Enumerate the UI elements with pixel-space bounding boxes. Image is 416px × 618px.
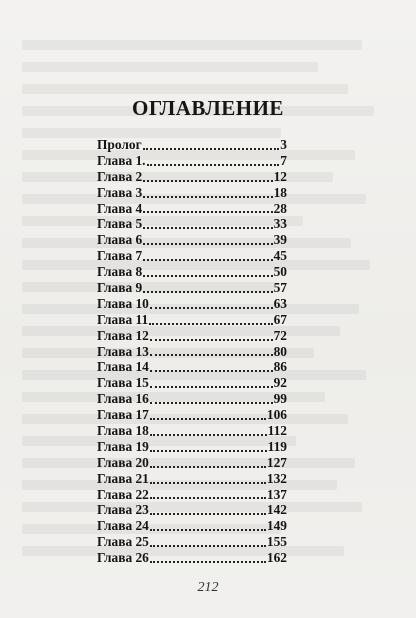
dot-leader: [143, 291, 272, 293]
toc-title: ОГЛАВЛЕНИЕ: [132, 96, 284, 120]
toc-entry-label: Глава 10: [97, 295, 149, 311]
toc-entry-label: Глава 20: [97, 454, 149, 470]
toc-entry: [97, 423, 287, 439]
dot-leader: [150, 307, 273, 309]
dot-leader: [150, 529, 266, 531]
toc-entry: [97, 328, 287, 344]
toc-entry: [97, 344, 287, 360]
toc-entry-label: Глава 7: [97, 248, 143, 264]
dot-leader: [150, 434, 267, 436]
toc-entry: [97, 153, 287, 169]
toc-entry-page: 99: [273, 391, 287, 407]
toc-entry-label: Глава 9: [97, 280, 143, 296]
toc-entry-label: Глава 8: [97, 264, 143, 280]
toc-entry-label: Глава 17: [97, 407, 149, 423]
toc-entry-page: 92: [273, 375, 287, 391]
toc-entry: [97, 502, 287, 518]
toc-entry-page: 18: [273, 184, 287, 200]
toc-entry-page: 7: [280, 152, 287, 168]
toc-entry: [97, 471, 287, 487]
toc-entry-label: Глава 5: [97, 216, 143, 232]
toc-entry: [97, 185, 287, 201]
toc-entry: [97, 487, 287, 503]
toc-entry-page: 50: [273, 264, 287, 280]
toc-entry-label: Глава 1.: [97, 152, 146, 168]
toc-entry-page: 142: [266, 502, 287, 518]
toc-entry: [97, 312, 287, 328]
toc-entry: [97, 296, 287, 312]
toc-entry-page: 67: [273, 311, 287, 327]
dot-leader: [150, 339, 273, 341]
toc-entry-page: 28: [273, 200, 287, 216]
toc-entry: [97, 455, 287, 471]
toc-entry: [97, 407, 287, 423]
toc-entry: [97, 232, 287, 248]
dot-leader: [147, 164, 280, 166]
toc-entry-label: Глава 2: [97, 168, 143, 184]
toc-entry-label: Глава 23: [97, 502, 149, 518]
toc-entry-page: 127: [266, 454, 287, 470]
dot-leader: [143, 196, 272, 198]
toc-entry: [97, 550, 287, 566]
dot-leader: [150, 561, 266, 563]
toc-entry-label: Глава 26: [97, 550, 149, 566]
toc-entry-label: Глава 4: [97, 200, 143, 216]
dot-leader: [143, 227, 272, 229]
dot-leader: [150, 402, 273, 404]
toc-entry-label: Глава 6: [97, 232, 143, 248]
toc-entry-label: Глава 18: [97, 423, 149, 439]
toc-entry-page: 137: [266, 486, 287, 502]
toc-entry: [97, 169, 287, 185]
toc-entry-page: 112: [267, 423, 287, 439]
toc-entry-label: Глава 19: [97, 438, 149, 454]
dot-leader: [143, 211, 272, 213]
toc-entry-page: 155: [266, 534, 287, 550]
toc-entry-page: 3: [280, 137, 287, 152]
dot-leader: [150, 386, 273, 388]
toc-entry-page: 162: [266, 550, 287, 566]
toc-entry-page: 149: [266, 518, 287, 534]
toc-entry-page: 132: [266, 470, 287, 486]
toc-entry-page: 63: [273, 295, 287, 311]
toc-entry-page: 12: [273, 168, 287, 184]
toc-entry: [97, 534, 287, 550]
toc-entry-label: Глава 22: [97, 486, 149, 502]
toc-entry-label: Глава 11: [97, 311, 149, 327]
dot-leader: [150, 370, 273, 372]
toc-entry: [97, 375, 287, 391]
dot-leader: [143, 180, 272, 182]
dot-leader: [150, 466, 266, 468]
toc-entry-label: Глава 16: [97, 391, 149, 407]
toc-entry: [97, 359, 287, 375]
toc-entry-label: Глава 12: [97, 327, 149, 343]
page-number: 212: [197, 580, 219, 595]
dot-leader: [143, 243, 272, 245]
dot-leader: [143, 275, 272, 277]
toc-entry: [97, 201, 287, 217]
toc-entry-page: 119: [267, 438, 287, 454]
dot-leader: [149, 323, 272, 325]
dot-leader: [150, 545, 266, 547]
toc-entry-label: Глава 25: [97, 534, 149, 550]
toc-entry-label: Глава 24: [97, 518, 149, 534]
toc-entry-label: Пролог: [97, 137, 142, 152]
toc-list: [97, 137, 287, 566]
dot-leader: [150, 418, 266, 420]
toc-entry-label: Глава 21: [97, 470, 149, 486]
toc-entry-page: 80: [273, 343, 287, 359]
toc-entry: [97, 280, 287, 296]
dot-leader: [150, 482, 266, 484]
toc-entry-page: 45: [273, 248, 287, 264]
dot-leader: [150, 497, 266, 499]
toc-entry: [97, 264, 287, 280]
toc-entry-label: Глава 14: [97, 359, 149, 375]
toc-entry: [97, 216, 287, 232]
toc-entry-label: Глава 13: [97, 343, 149, 359]
dot-leader: [150, 450, 267, 452]
toc-entry-page: 39: [273, 232, 287, 248]
toc-entry: [97, 439, 287, 455]
toc-entry-page: 86: [273, 359, 287, 375]
dot-leader: [143, 148, 280, 150]
dot-leader: [143, 259, 272, 261]
toc-entry-label: Глава 15: [97, 375, 149, 391]
toc-entry-page: 72: [273, 327, 287, 343]
toc-entry: [97, 391, 287, 407]
toc-entry: [97, 248, 287, 264]
toc-entry: [97, 137, 287, 153]
toc-entry-page: 106: [266, 407, 287, 423]
toc-entry: [97, 518, 287, 534]
dot-leader: [150, 354, 273, 356]
dot-leader: [150, 513, 266, 515]
toc-entry-label: Глава 3: [97, 184, 143, 200]
toc-entry-page: 33: [273, 216, 287, 232]
toc-entry-page: 57: [273, 280, 287, 296]
